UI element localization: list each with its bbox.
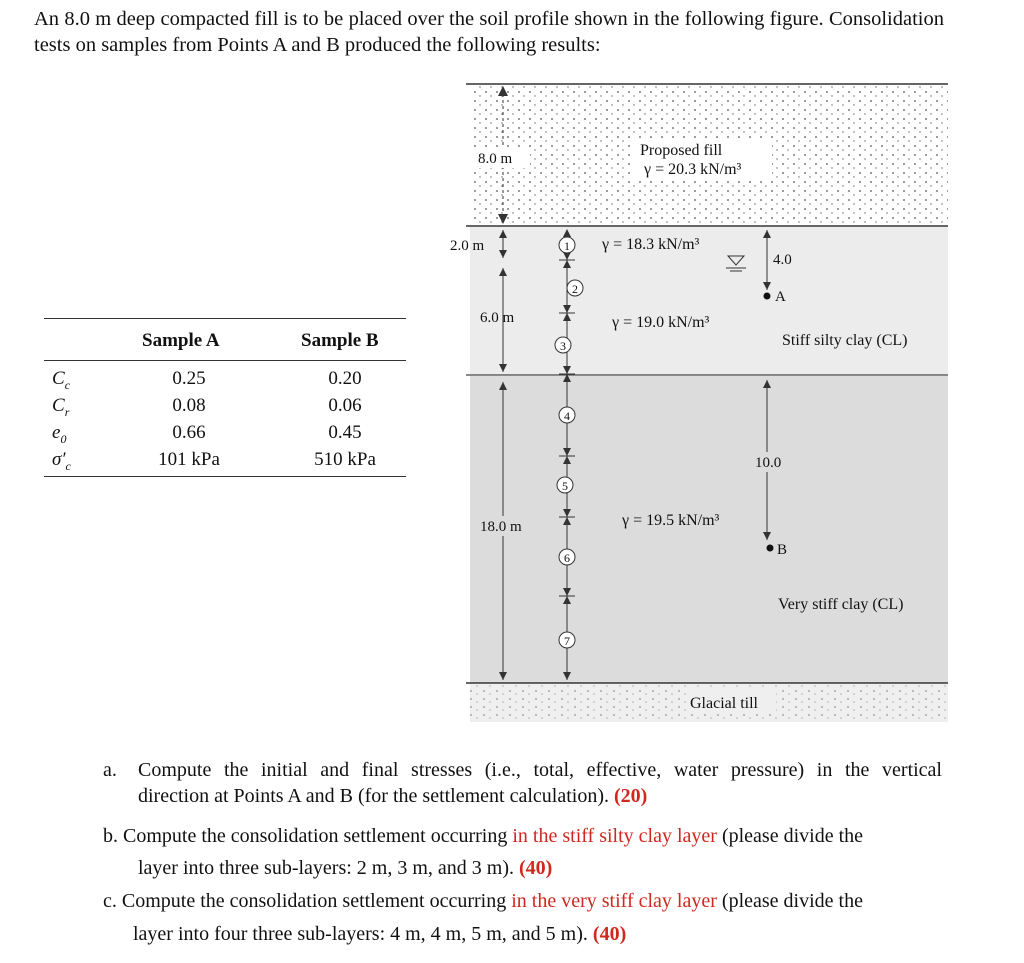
sublayer-circle-3	[555, 337, 571, 353]
question-a-line1: Compute the initial and final stresses (i.e., total, effective, water pressure) in the vertical	[138, 759, 942, 781]
header-sample-a: Sample A	[142, 330, 220, 351]
very-stiff-clay-layer	[470, 376, 948, 683]
question-c-text2: layer into four three sub-layers: 4 m, 4 m, 5 m, and 5 m).	[133, 923, 588, 945]
glacial-till-label: Glacial till	[690, 695, 758, 712]
stiff-silty-clay-layer	[470, 227, 948, 375]
cr-sample-a: 0.08	[172, 395, 206, 416]
header-sample-b: Sample B	[301, 330, 379, 351]
point-b-label: B	[777, 542, 788, 558]
svg-text:3: 3	[560, 339, 566, 353]
sublayer-circle-5	[557, 477, 573, 493]
question-c-text-end: (please divide the	[716, 890, 863, 912]
dim-18m-label: 18.0 m	[480, 519, 522, 535]
dim-10-label: 10.0	[755, 455, 782, 471]
cc-sample-a: 0.25	[172, 368, 206, 389]
stiff-silty-clay-label: Stiff silty clay (CL)	[782, 332, 908, 349]
very-stiff-clay-label: Very stiff clay (CL)	[778, 596, 904, 613]
gamma-3: γ = 19.5 kN/m³	[622, 512, 720, 529]
question-a-score: (20)	[614, 785, 648, 807]
question-b-highlight: in the stiff silty clay layer	[512, 825, 717, 847]
cr-sample-b: 0.06	[328, 395, 362, 416]
question-a-marker: a.	[103, 759, 117, 781]
symbol-cc: $C_c$	[52, 368, 71, 392]
sublayer-circle-2	[567, 280, 583, 296]
svg-text:5: 5	[562, 479, 568, 493]
point-a-label: A	[775, 289, 786, 305]
fill-label: Proposed fill	[640, 142, 723, 159]
svg-text:2: 2	[572, 282, 578, 296]
dim-4-label: 4.0	[773, 252, 792, 268]
symbol-e0: $e_0$	[52, 422, 67, 446]
symbol-cr: $C_r$	[52, 395, 70, 419]
question-c-score: (40)	[592, 923, 627, 945]
gamma-1: γ = 18.3 kN/m³	[602, 236, 700, 253]
question-c-line1	[103, 888, 863, 915]
fill-gamma: γ = 20.3 kN/m³	[644, 161, 742, 178]
question-b-text2: layer into three sub-layers: 2 m, 3 m, and 3 m).	[138, 857, 515, 879]
question-a-text: direction at Points A and B (for the settlement calculation).	[138, 785, 609, 807]
question-b-score: (40)	[519, 857, 553, 879]
question-c-text: c. Compute the consolidation settlement occurring	[103, 890, 512, 912]
question-a-line2	[138, 783, 647, 810]
problem-intro: An 8.0 m deep compacted fill is to be placed over the soil profile shown in the following figure. Consolidation tests on samples from Points A and B produced the following results:	[34, 8, 944, 56]
e0-sample-a: 0.66	[172, 422, 206, 443]
svg-text:7: 7	[564, 634, 570, 648]
question-b-line1	[103, 823, 863, 850]
svg-text:6: 6	[564, 551, 570, 565]
sigma-c-sample-b: 510 kPa	[314, 449, 376, 470]
point-a-marker	[764, 293, 771, 300]
question-b-text: b. Compute the consolidation settlement occurring	[103, 825, 513, 847]
dim-6m-label: 6.0 m	[480, 310, 515, 326]
e0-sample-b: 0.45	[328, 422, 362, 443]
fill-depth-label: 8.0 m	[478, 151, 513, 167]
sublayer-circle-7	[559, 632, 575, 648]
sublayer-circle-1	[559, 237, 575, 253]
sublayer-circle-6	[559, 549, 575, 565]
point-b-marker	[767, 545, 774, 552]
gamma-2: γ = 19.0 kN/m³	[612, 314, 710, 331]
sigma-c-sample-a: 101 kPa	[158, 449, 220, 470]
symbol-sigma-c: $\sigma'_c$	[52, 449, 71, 473]
svg-text:4: 4	[564, 409, 570, 423]
svg-text:1: 1	[564, 239, 570, 253]
question-c-line2	[133, 921, 626, 948]
cc-sample-b: 0.20	[328, 368, 362, 389]
dim-2m-label: 2.0 m	[450, 238, 485, 254]
question-b-line2	[138, 855, 552, 882]
question-b-text-end: (please divide the	[716, 825, 864, 847]
sublayer-circle-4	[559, 407, 575, 423]
question-c-highlight: in the very stiff clay layer	[511, 890, 717, 912]
